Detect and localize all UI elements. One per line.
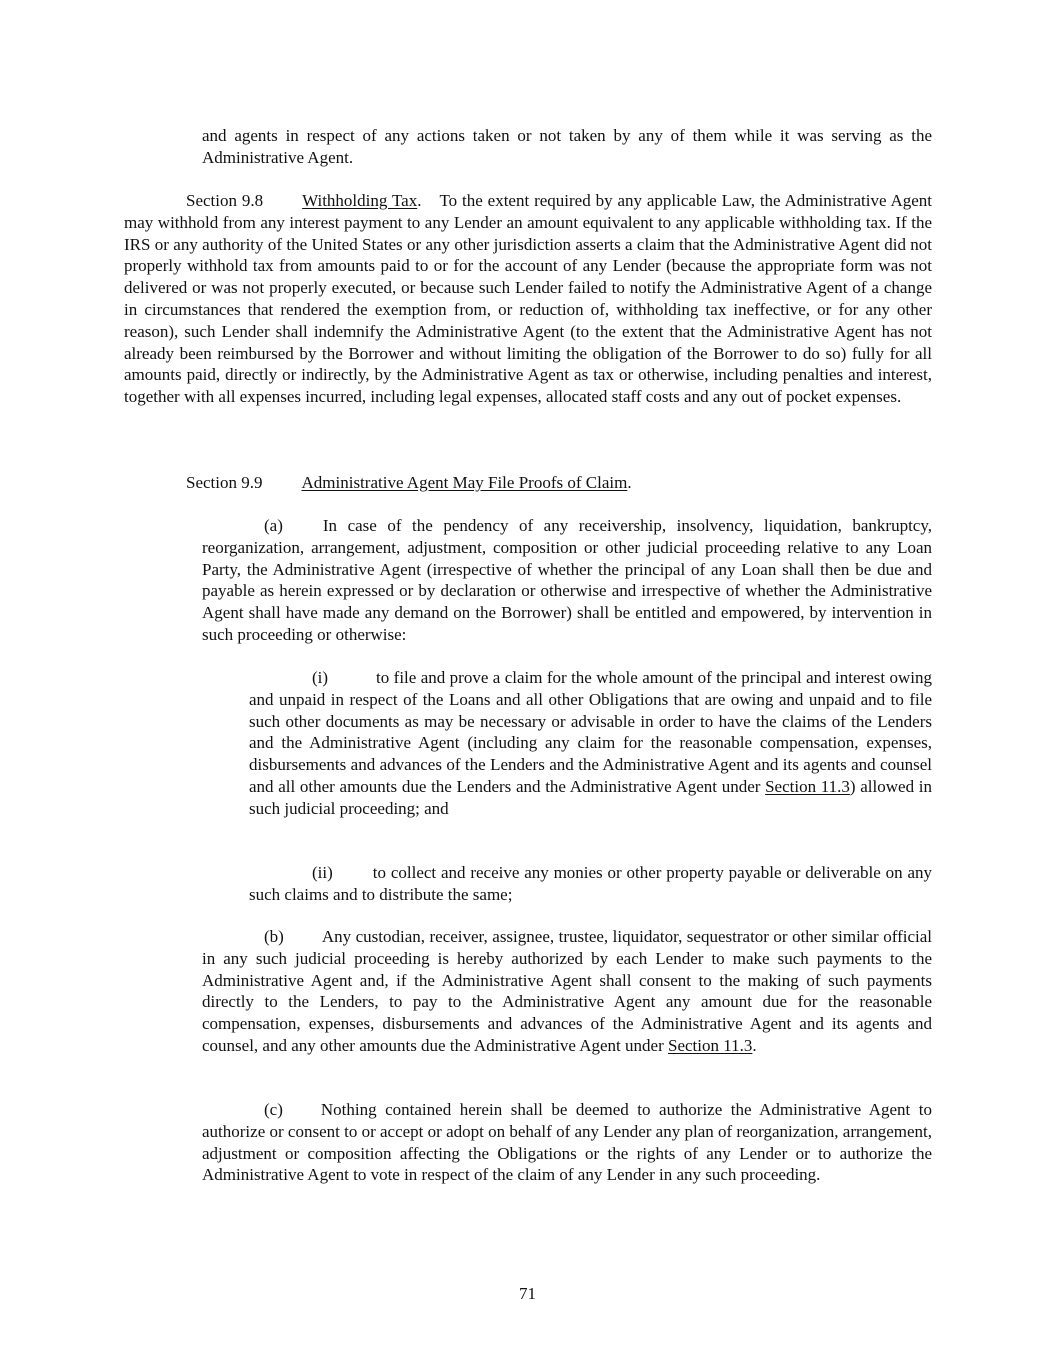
- section-9-8-label: Section 9.8: [186, 191, 264, 210]
- clause-i-label: (i): [312, 668, 329, 687]
- section-11-3-reference[interactable]: Section 11.3: [667, 1035, 753, 1055]
- section-9-8-title-punct: .: [417, 191, 422, 210]
- clause-i-paragraph: [249, 667, 932, 820]
- section-9-8-paragraph: [124, 190, 932, 408]
- section-9-8-text: To the extent required by any applicable Law, the Administrative Agent may withhold from any interest payment to any Lender an amount equivalent to any applicable withholding tax. If the IRS or any authority of the United States or any other jurisdiction asserts a claim that the Administrative Agent did not properly withhold tax from amounts paid to or for the account of any Lender (because the appropriate form was not delivered or was not properly executed, or because such Lender failed to notify the Administrative Agent of a change in circumstances that rendered the exemption from, or reduction of, withholding tax ineffective, or for any other reason), such Lender shall indemnify the Administrative Agent (to the extent that the Administrative Agent has not already been reimbursed by the Borrower and without limiting the obligation of the Borrower to do so) fully for all amounts paid, directly or indirectly, by the Administrative Agent as tax or otherwise, including penalties and interest, together with all expenses incurred, including legal expenses, allocated staff costs and any out of pocket expenses.: [124, 191, 932, 407]
- clause-c-text: Nothing contained herein shall be deemed to authorize the Administrative Agent to authorize or consent to or accept or adopt on behalf of any Lender any plan of reorganization, arrangement, adjustment or composition affecting the Obligations or the rights of any Lender or to authorize the Administrative Agent to vote in respect of the claim of any Lender in any such proceeding.: [202, 1100, 932, 1185]
- clause-b-label: (b): [264, 927, 284, 946]
- clause-i-text-before: to file and prove a claim for the whole amount of the principal and interest owing and unpaid in respect of the Loans and all other Obligations that are owing and unpaid and to file such other documents as may be necessary or advisable in order to have the claims of the Lenders and the Administrative Agent (including any claim for the reasonable compensation, expenses, disbursements and advances of the Lenders and the Administrative Agent and its agents and counsel and all other amounts due the Lenders and the Administrative Agent under: [249, 668, 932, 796]
- clause-c-paragraph: [202, 1099, 932, 1186]
- clause-b-text-before: Any custodian, receiver, assignee, trustee, liquidator, sequestrator or other similar official in any such judicial proceeding is hereby authorized by each Lender to make such payments to the Administrative Agent and, if the Administrative Agent shall consent to the making of such payments directly to the Lenders, to pay to the Administrative Agent any amount due for the reasonable compensation, expenses, disbursements and advances of the Administrative Agent and its agents and counsel, and any other amounts due the Administrative Agent under: [202, 927, 932, 1055]
- section-9-9-title-punct: .: [627, 473, 632, 492]
- section-11-3-reference[interactable]: Section 11.3: [765, 776, 850, 796]
- section-9-8-title: Withholding Tax: [302, 191, 418, 210]
- continuation-text: and agents in respect of any actions taken or not taken by any of them while it was serving as the Administrative Agent.: [202, 126, 932, 167]
- clause-ii-paragraph: [249, 862, 932, 906]
- page-number: 71: [519, 1284, 536, 1303]
- clause-c-label: (c): [264, 1100, 283, 1119]
- clause-b-text-after: .: [752, 1035, 757, 1055]
- section-9-9-heading: [124, 472, 932, 494]
- continuation-paragraph: [202, 125, 932, 169]
- clause-i-text-after: ) allowed in such judicial proceeding; and: [249, 776, 932, 818]
- clause-a-paragraph: [202, 515, 932, 646]
- section-9-9-title: Administrative Agent May File Proofs of Claim: [301, 473, 628, 492]
- clause-b-paragraph: [202, 926, 932, 1057]
- clause-a-label: (a): [264, 516, 283, 535]
- section-9-9-label: Section 9.9: [186, 473, 263, 492]
- clause-a-text: In case of the pendency of any receivership, insolvency, liquidation, bankruptcy, reorganization, arrangement, adjustment, composition or other judicial proceeding relative to any Loan Party, the Administrative Agent (irrespective of whether the principal of any Loan shall then be due and payable as herein expressed or by declaration or otherwise and irrespective of whether the Administrative Agent shall have made any demand on the Borrower) shall be entitled and empowered, by intervention in such proceeding or otherwise:: [202, 516, 932, 644]
- clause-ii-label: (ii): [312, 863, 333, 882]
- clause-ii-text: to collect and receive any monies or other property payable or deliverable on any such claims and to distribute the same;: [249, 863, 932, 904]
